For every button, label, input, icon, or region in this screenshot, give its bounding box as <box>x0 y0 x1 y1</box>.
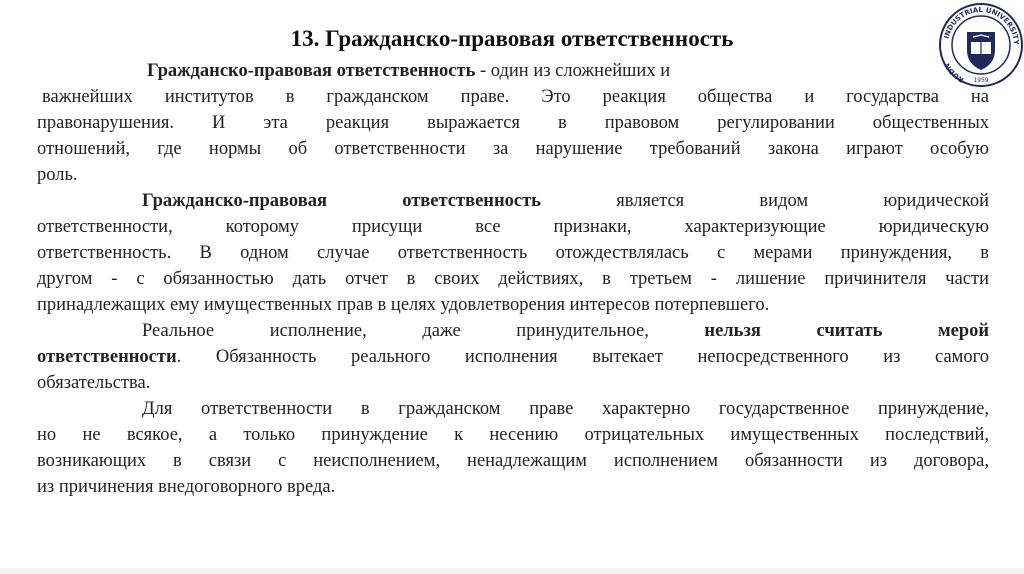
paragraph-3-line-1 <box>37 318 989 344</box>
paragraph-2-line-2: ответственности, которому присущи все признаки, характеризующие юридическую <box>37 217 989 237</box>
seal-ring-text-top: INDUSTRIAL UNIVERSITY <box>942 5 1021 46</box>
text-span: является видом юридической <box>540 191 989 211</box>
paragraph-1-line-4: отношений, где нормы об ответственности за нарушение требований закона играют особую <box>37 139 989 159</box>
text-span: . Обязанность реального исполнения вытекает непосредственного из самого <box>176 347 989 367</box>
paragraph-1-line-2: важнейших институтов в гражданском праве. Это реакция общества и государства на <box>42 87 989 107</box>
bold-phrase: нельзя считать мерой <box>704 321 989 341</box>
paragraph-3-line-3: обязательства. <box>37 373 151 393</box>
body-text <box>37 58 989 500</box>
paragraph-2-line-3: ответственность. В одном случае ответственность отождествлялась с мерами принуждения, в <box>37 243 989 263</box>
bold-phrase: ответственности <box>37 347 177 367</box>
paragraph-1-line-1 <box>37 58 989 84</box>
text-span: Реальное исполнение, даже принудительное, <box>142 321 705 341</box>
term-bold: Гражданско-правовая ответственность <box>147 61 476 81</box>
text-span: - один из сложнейших и <box>475 61 671 81</box>
paragraph-4-line-1: Для ответственности в гражданском праве характерно государственное принуждение, <box>142 399 989 419</box>
paragraph-2-line-5: принадлежащих ему имущественных прав в целях удовлетворения интересов потерпевшего. <box>37 295 770 315</box>
footer-band <box>0 568 1024 574</box>
slide-title: 13. Гражданско-правовая ответственность <box>290 26 734 51</box>
paragraph-2-line-1 <box>37 188 989 214</box>
paragraph-1-line-3: правонарушения. И эта реакция выражается в правовом регулировании общественных <box>37 113 989 133</box>
paragraph-4-line-4: из причинения внедоговорного вреда. <box>37 477 336 497</box>
seal-ring-text-left: RUDN <box>943 61 966 84</box>
paragraph-4-line-3: возникающих в связи с неисполнением, ненадлежащим исполнением обязанности из договора, <box>37 451 989 471</box>
paragraph-1-line-5: роль. <box>37 165 78 185</box>
paragraph-3-line-2 <box>37 344 989 370</box>
seal-year: 1959 <box>973 77 989 84</box>
paragraph-4-line-2: но не всякое, а только принуждение к несению отрицательных имущественных последствий, <box>37 425 989 445</box>
term-bold: Гражданско-правовая ответственность <box>142 191 541 211</box>
paragraph-2-line-4: другом - с обязанностью дать отчет в своих действиях, в третьем - лишение причинителя части <box>37 269 989 289</box>
